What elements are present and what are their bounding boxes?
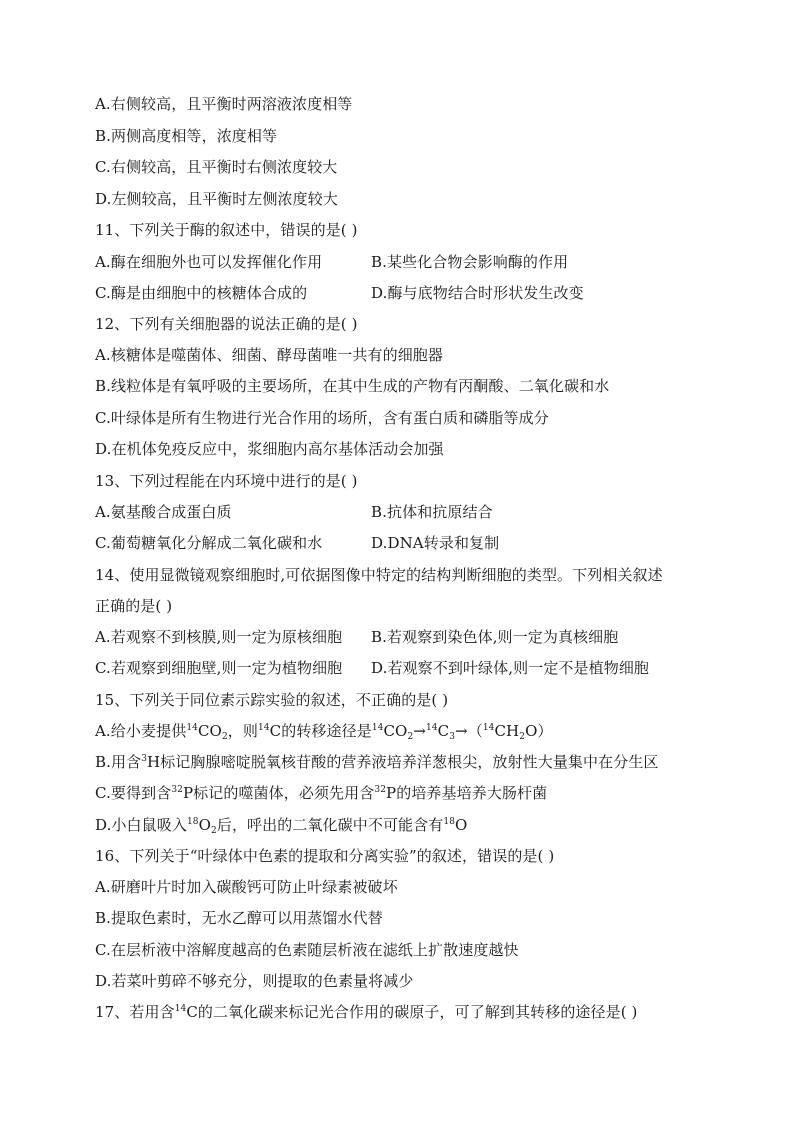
q16-option-a: A.研磨叶片时加入碳酸钙可防止叶绿素被破坏 [95, 878, 398, 896]
text: O [455, 816, 468, 834]
superscript: 14 [174, 1004, 187, 1014]
subscript: 2 [221, 732, 228, 742]
q12-option-a: A.核糖体是噬菌体、细菌、酵母菌唯一共有的细胞器 [95, 346, 444, 364]
text: CO [197, 722, 222, 740]
q11-option-c: C.酶是由细胞中的核糖体合成的 [95, 284, 308, 302]
q16-option-c: C.在层析液中溶解度越高的色素随层析液在滤纸上扩散速度越快 [95, 941, 519, 959]
text: C [437, 722, 450, 740]
q10-option-b: B.两侧高度相等，浓度相等 [95, 127, 278, 145]
q15-option-c [95, 783, 547, 803]
superscript: 18 [443, 817, 456, 827]
q10-option-c: C.右侧较高，且平衡时右侧浓度较大 [95, 158, 338, 176]
superscript: 3 [141, 754, 148, 764]
superscript: 32 [374, 785, 387, 795]
q14-option-c: C.若观察到细胞壁,则一定为植物细胞 [95, 659, 343, 677]
q11-option-a: A.酶在细胞外也可以发挥催化作用 [95, 253, 323, 271]
q16-option-b: B.提取色素时，无水乙醇可以用蒸馏水代替 [95, 909, 383, 927]
q12-stem: 12、下列有关细胞器的说法正确的是( ) [95, 315, 358, 333]
text: O） [525, 722, 553, 740]
text: 17、若用含 [95, 1003, 175, 1021]
text: A.给小麦提供 [95, 722, 187, 740]
text: D.小白鼠吸入 [95, 816, 187, 834]
q14-stem-line2: 正确的是( ) [95, 597, 173, 615]
superscript: 14 [257, 723, 270, 733]
q12-option-b: B.线粒体是有氧呼吸的主要场所，在其中生成的产物有丙酮酸、二氧化碳和水 [95, 377, 610, 395]
q13-option-a: A.氨基酸合成蛋白质 [95, 503, 232, 521]
text: C.要得到含 [95, 784, 172, 802]
superscript: 14 [371, 723, 384, 733]
q15-option-d [95, 815, 467, 835]
superscript: 32 [171, 785, 183, 795]
q16-stem: 16、下列关于“叶绿体中色素的提取和分离实验”的叙述，错误的是( ) [95, 847, 555, 865]
q15-option-b [95, 752, 659, 772]
q14-option-a: A.若观察不到核膜,则一定为原核细胞 [95, 628, 343, 646]
arrow: → [413, 722, 426, 740]
text: 后，呼出的二氧化碳中不可能含有 [216, 816, 444, 834]
q15-stem: 15、下列关于同位素示踪实验的叙述，不正确的是( ) [95, 691, 449, 709]
q14-option-b: B.若观察到染色体,则一定为真核细胞 [371, 628, 619, 646]
text: ，则 [227, 722, 258, 740]
superscript: 14 [186, 723, 198, 733]
subscript: 2 [519, 732, 526, 742]
q10-option-a: A.右侧较高，且平衡时两溶液浓度相等 [95, 95, 353, 113]
text: CH [494, 722, 520, 740]
arrow: →（ [455, 722, 483, 740]
subscript: 2 [407, 732, 414, 742]
q14-option-d: D.若观察不到叶绿体,则一定不是植物细胞 [371, 659, 650, 677]
q12-option-d: D.在机体免疫反应中，浆细胞内高尔基体活动会加强 [95, 440, 444, 458]
q10-option-d: D.左侧较高，且平衡时左侧浓度较大 [95, 190, 338, 208]
q13-option-c: C.葡萄糖氧化分解成二氧化碳和水 [95, 534, 323, 552]
text: B.用含 [95, 753, 142, 771]
q13-stem: 13、下列过程能在内环境中进行的是( ) [95, 472, 358, 490]
q17-stem [95, 1002, 638, 1022]
q15-option-a [95, 721, 553, 741]
superscript: 14 [482, 723, 495, 733]
text: C的二氧化碳来标记光合作用的碳原子，可了解到其转移的途径是( ) [186, 1003, 638, 1021]
text: C的转移途径是 [269, 722, 372, 740]
text: H标记胸腺嘧啶脱氧核苷酸的营养液培养洋葱根尖，放射性大量集中在分生区 [147, 753, 659, 771]
q12-option-c: C.叶绿体是所有生物进行光合作用的场所，含有蛋白质和磷脂等成分 [95, 409, 549, 427]
text: O [198, 816, 212, 834]
q16-option-d: D.若菜叶剪碎不够充分，则提取的色素量将减少 [95, 972, 414, 990]
q11-option-d: D.酶与底物结合时形状发生改变 [371, 284, 584, 302]
text: P标记的噬菌体，必须先用含 [182, 784, 375, 802]
q14-stem-line1: 14、使用显微镜观察细胞时,可依据图像中特定的结构判断细胞的类型。下列相关叙述 [95, 566, 663, 584]
q13-option-b: B.抗体和抗原结合 [371, 503, 493, 521]
subscript: 2 [211, 826, 217, 836]
q11-stem: 11、下列关于酶的叙述中，错误的是( ) [95, 221, 358, 239]
superscript: 14 [425, 723, 438, 733]
text: CO [383, 722, 408, 740]
q11-option-b: B.某些化合物会影响酶的作用 [371, 253, 569, 271]
superscript: 18 [186, 817, 199, 827]
subscript: 3 [449, 732, 456, 742]
text: P的培养基培养大肠杆菌 [386, 784, 548, 802]
q13-option-d: D.DNA转录和复制 [371, 534, 500, 552]
